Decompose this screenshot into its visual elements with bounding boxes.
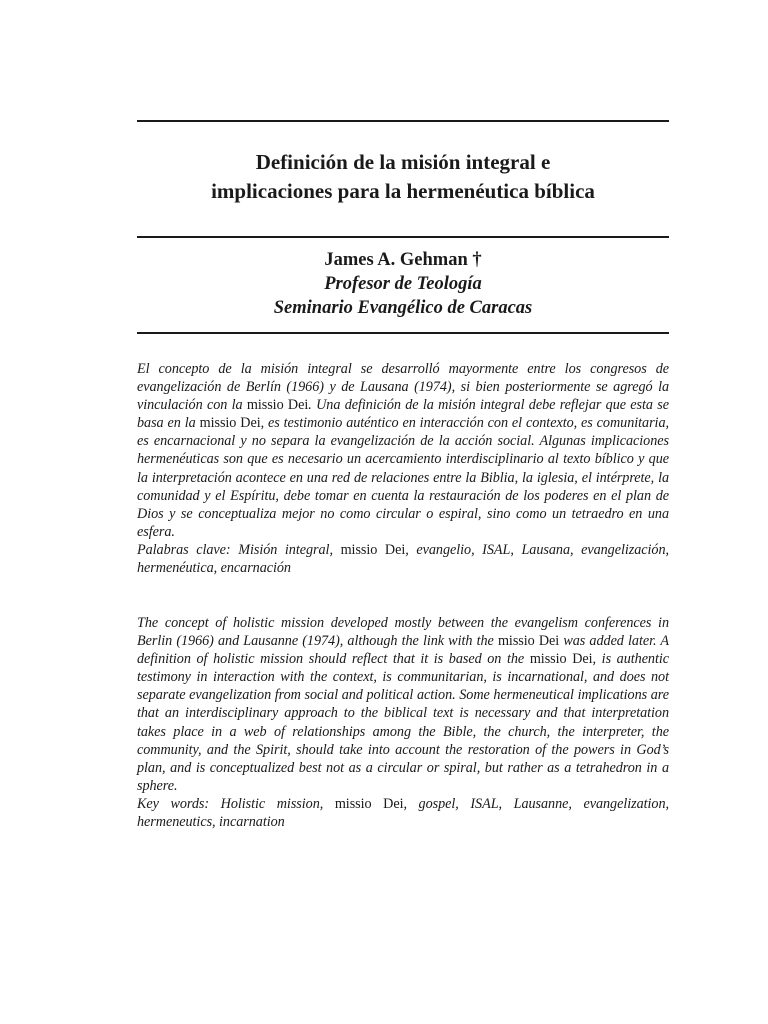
abstract-en-keywords (137, 795, 669, 831)
abstract-en-term-2: missio Dei (529, 651, 593, 668)
author-role: Profesor de Teología (324, 274, 482, 294)
abstract-english (137, 614, 669, 831)
abstract-es-text-1: El concepto de la misión integral se desarrolló mayormente entre los congresos de evangelización de Berlín (1966) y de Lausana (1974), si bien posteriormente se agregó la vinculación con la (137, 361, 669, 414)
top-rule (137, 120, 669, 122)
abstract-en-text-3: , is authentic testimony in interaction with the context, is communitarian, is incarnational, and does not separate evangelization from social and political action. Some hermeneutical implications are that an interdisciplinary approach to the biblical text is necessary and that interpretation takes place in a web of relationships among the Bible, the church, the interpreter, the community, and the Spirit, should take into account the restoration of the powers in God’s plan, and is conceptualized best not as a circular or spiral, but rather as a tetrahedron in a sphere. (137, 651, 670, 794)
keywords-en-rest: , gospel, ISAL, Lausanne, evangelization, hermeneutics, incarnation (137, 795, 669, 831)
abstract-es-text-2: . Una definición de la misión integral debe reflejar que esta se basa en la (137, 397, 669, 432)
byline-rule (137, 332, 669, 334)
abstract-spanish (137, 360, 669, 577)
title-rule (137, 236, 669, 238)
keywords-en-term: missio Dei (334, 795, 404, 812)
abstract-en-term-1: missio Dei (497, 633, 560, 650)
keywords-es-term: missio Dei (340, 541, 406, 558)
abstract-en-text-2: was added later. A definition of holistic mission should reflect that it is based on the (137, 633, 669, 668)
byline (137, 248, 669, 320)
abstract-es-term-1: missio Dei (246, 397, 309, 414)
abstract-es-text-3: , es testimonio auténtico en interacción con el contexto, es comunitaria, es encarnacional y no separa la evangelización de la acción social. Algunas implicaciones hermenéuticas son que es necesario un acercamiento interdisciplinario al texto bíblico y que la interpretación acontece en una red de relaciones entre la Biblia, la iglesia, el intérprete, la comunidad y el Espíritu, debe tomar en cuenta la restauración de los poderes en el plan de Dios y se conceptualiza mejor no como circular o espiral, sino como un tetraedro en una esfera. (137, 415, 669, 540)
keywords-en-label: Key words: Holistic mission, (137, 795, 335, 812)
keywords-es-rest: , evangelio, ISAL, Lausana, evangelización, hermenéutica, encarnación (137, 541, 669, 577)
title-line-2: implicaciones para la hermenéutica bíblica (211, 179, 595, 203)
author-name: James A. Gehman † (324, 250, 482, 270)
keywords-es-label: Palabras clave: Misión integral, (137, 541, 341, 558)
abstract-en-text-1: The concept of holistic mission developed mostly between the evangelism conferences in Berlin (1966) and Lausanne (1974), although the link with the (137, 615, 669, 650)
abstract-es-term-2: missio Dei (199, 415, 261, 432)
title-line-1: Definición de la misión integral e (255, 150, 551, 174)
abstract-es-keywords (137, 541, 669, 577)
abstract-en-body (137, 614, 669, 795)
abstract-es-body (137, 360, 669, 541)
article-title (137, 148, 669, 206)
author-institution: Seminario Evangélico de Caracas (273, 298, 533, 318)
